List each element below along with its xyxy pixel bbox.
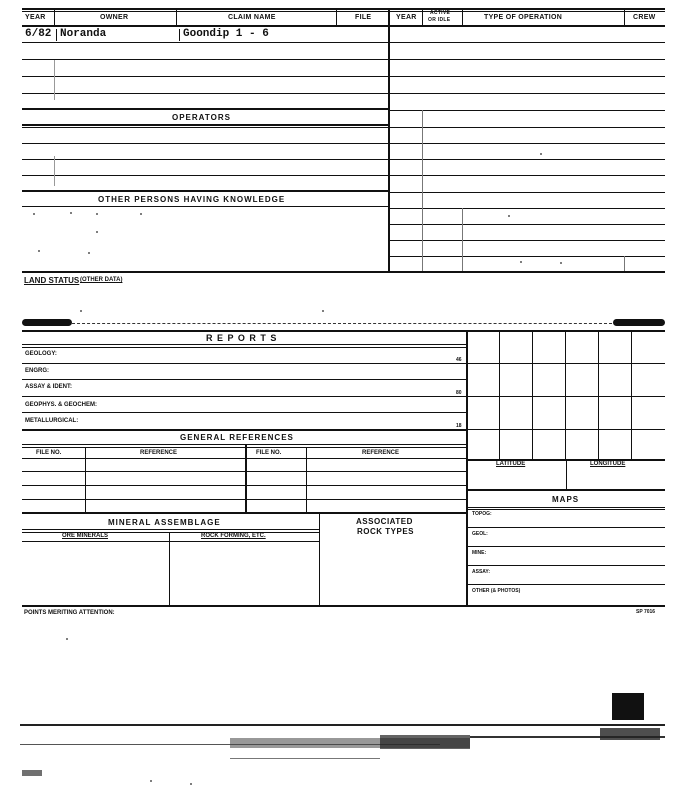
report-num-geology: 46 <box>456 357 462 363</box>
entry-owner: Noranda <box>60 28 107 40</box>
gr-col-file-no-2: FILE NO. <box>256 450 282 456</box>
maps-title: MAPS <box>552 495 580 504</box>
maps-topog: TOPOG: <box>472 511 492 517</box>
maps-other: OTHER (& PHOTOS) <box>472 588 521 594</box>
entry-year: 6/82 <box>25 28 52 40</box>
gr-col-file-no-1: FILE NO. <box>36 450 62 456</box>
header-or-idle: OR IDLE <box>428 17 451 23</box>
maps-mine: MINE: <box>472 550 487 556</box>
report-label-metallurgical: METALLURGICAL: <box>25 418 79 424</box>
report-num-metallurgical: 18 <box>456 423 462 429</box>
associated-rock-types-line1: ASSOCIATED <box>356 517 413 526</box>
header-crew: CREW <box>633 14 656 21</box>
latitude-label: LATITUDE <box>496 461 526 467</box>
header-claim-name: CLAIM NAME <box>228 14 276 21</box>
report-label-geology: GEOLOGY: <box>25 351 57 357</box>
header-year-2: YEAR <box>396 14 417 21</box>
header-active: ACTIVE <box>430 10 451 16</box>
header-owner: OWNER <box>100 14 129 21</box>
report-label-engrg: ENGRG: <box>25 368 49 374</box>
land-status-subtitle: (OTHER DATA) <box>80 277 123 283</box>
header-type-of-operation: TYPE OF OPERATION <box>484 14 563 21</box>
rock-forming-label: ROCK FORMING, ETC. <box>201 533 266 539</box>
report-num-assay: 80 <box>456 390 462 396</box>
header-year: YEAR <box>25 14 46 21</box>
header-file: FILE <box>355 14 372 21</box>
other-persons-title: OTHER PERSONS HAVING KNOWLEDGE <box>98 195 286 204</box>
section-divider <box>22 318 665 328</box>
ore-minerals-label: ORE MINERALS <box>62 533 109 539</box>
general-references-title: GENERAL REFERENCES <box>180 433 294 442</box>
form-code: SP 7016 <box>636 609 656 615</box>
associated-rock-types-line2: ROCK TYPES <box>357 527 415 536</box>
operators-title: OPERATORS <box>172 113 231 122</box>
maps-geol: GEOL: <box>472 531 488 537</box>
report-label-assay: ASSAY & IDENT: <box>25 384 73 390</box>
entry-claim-name: Goondip 1 - 6 <box>183 28 269 40</box>
gr-col-reference-2: REFERENCE <box>362 450 400 456</box>
points-meriting-attention: POINTS MERITING ATTENTION: <box>24 610 115 616</box>
land-status-title: LAND STATUS <box>24 276 80 285</box>
longitude-label: LONGITUDE <box>590 461 626 467</box>
mineral-assemblage-title: MINERAL ASSEMBLAGE <box>108 518 221 527</box>
report-label-geophys: GEOPHYS. & GEOCHEM: <box>25 402 98 408</box>
reports-title: R E P O R T S <box>206 333 278 343</box>
gr-col-reference-1: REFERENCE <box>140 450 178 456</box>
maps-assay: ASSAY: <box>472 569 491 575</box>
